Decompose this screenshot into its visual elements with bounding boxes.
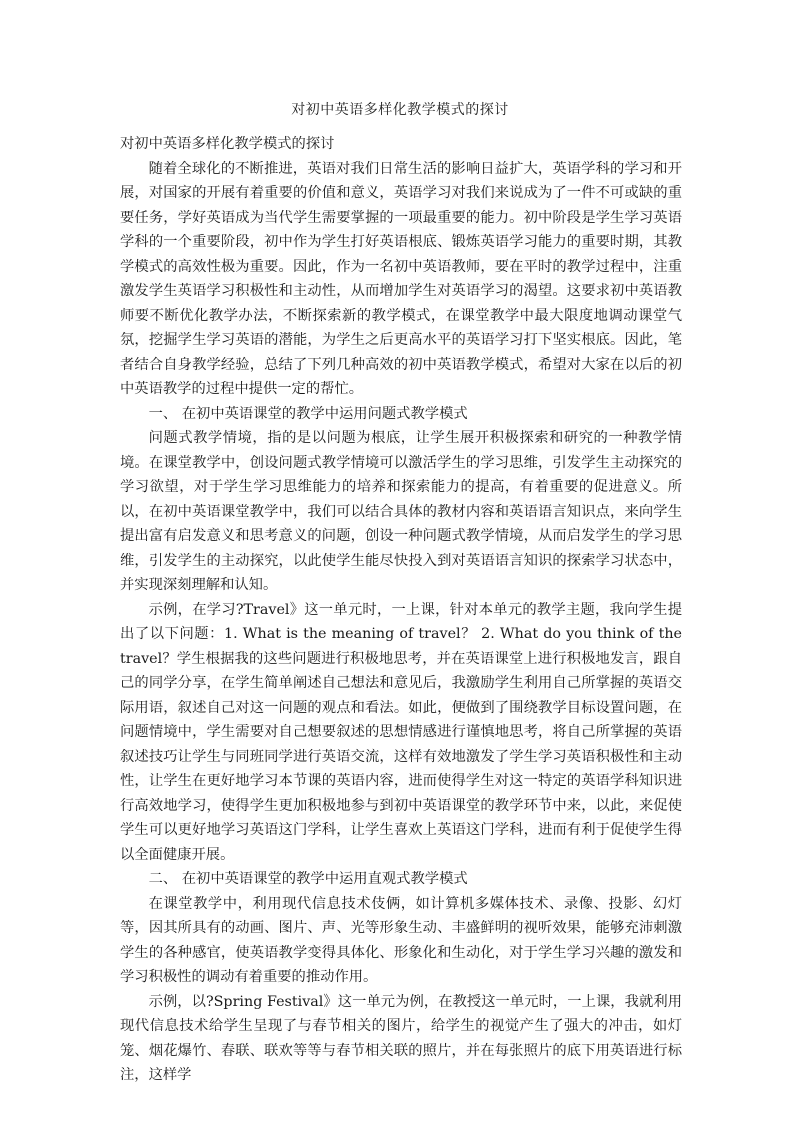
paragraph-visual-teaching: 在课堂教学中，利用现代信息技术伎俩，如计算机多媒体技术、录像、投影、幻灯等，因其所具有的动画、图片、声、光等形象生动、丰盛鲜明的视听效果，能够充沛刺激学生的各种感官，使英语教学变得具体化、形象化和生动化，对于学生学习兴趣的激发和学习积极性的调动有着重要的推动作用。 bbox=[120, 895, 682, 985]
paragraph-spring-festival-example: 示例，以?Spring Festival》这一单元为例，在教授这一单元时，一上课，我就利用现代信息技术给学生呈现了与春节相关的图片，给学生的视觉产生了强大的冲击，如灯笼、烟花爆竹、春联、联欢等等与春节相关联的照片，并在每张照片的底下用英语进行标注，这样学 bbox=[120, 993, 682, 1083]
section-heading-1: 一、 在初中英语课堂的教学中运用问题式教学模式 bbox=[148, 405, 468, 422]
document-title: 对初中英语多样化教学模式的探讨 bbox=[291, 102, 509, 118]
section-heading-2: 二、 在初中英语课堂的教学中运用直观式教学模式 bbox=[148, 871, 468, 887]
document-body bbox=[120, 132, 682, 1088]
paragraph-intro: 随着全球化的不断推进，英语对我们日常生活的影响日益扩大，英语学科的学习和开展，对国家的开展有着重要的价值和意义，英语学习对我们来说成为了一件不可或缺的重要任务，学好英语成为当代学生需要掌握的一项最重要的能力。初中阶段是学生学习英语学科的一个重要阶段，初中作为学生打好英语根底、锻炼英语学习能力的重要时期，其教学模式的高效性极为重要。因此，作为一名初中英语教师，要在平时的教学过程中，注重激发学生英语学习积极性和主动性，从而增加学生对英语学习的渴望。这要求初中英语教师要不断优化教学办法，不断探索新的教学模式，在课堂教学中最大限度地调动课堂气氛，挖掘学生学习英语的潜能，为学生之后更高水平的英语学习打下坚实根底。因此，笔者结合自身教学经验，总结了下列几种高效的初中英语教学模式，希望对大家在以后的初中英语教学的过程中提供一定的帮忙。 bbox=[120, 160, 682, 397]
paragraph-problem-based: 问题式教学情境，指的是以问题为根底，让学生展开积极探索和研究的一种教学情境。在课堂教学中，创设问题式教学情境可以激活学生的学习思维，引发学生主动探究的学习欲望，对于学生学习思维能力的培养和探索能力的提高，有着重要的促进意义。所以，在初中英语课堂教学中，我们可以结合具体的教材内容和英语语言知识点，来向学生提出富有启发意义和思考意义的问题，创设一种问题式教学情境，从而启发学生的学习思维，引发学生的主动探究，以此使学生能尽快投入到对英语语言知识的探索学习状态中，并实现深刻理解和认知。 bbox=[120, 430, 682, 593]
section-subtitle: 对初中英语多样化教学模式的探讨 bbox=[120, 136, 335, 152]
paragraph-travel-example: 示例，在学习?Travel》这一单元时，一上课，针对本单元的教学主题，我向学生提出了以下问题：1. What is the meaning of travel？ 2. What do you think of the travel？学生根据我的这些问题进行积极地思考，并在英语课堂上进行积极地发言，跟自己的同学分享，在学生简单阐述自己想法和意见后，我激励学生利用自己所掌握的英语交际用语，叙述自己对这一问题的观点和看法。如此，便做到了围绕教学目标设置问题，在问题情境中，学生需要对自己想要叙述的思想情感进行谨慎地思考，将自己所掌握的英语叙述技巧让学生与同班同学进行英语交流，这样有效地激发了学生学习英语积极性和主动性，让学生在更好地学习本节课的英语内容，进而使得学生对这一特定的英语学科知识进行高效地学习，使得学生更加积极地参与到初中英语课堂的教学环节中来，以此，来促使学生可以更好地学习英语这门学科，让学生喜欢上英语这门学科，进而有利于促使学生得以全面健康开展。 bbox=[120, 601, 682, 863]
